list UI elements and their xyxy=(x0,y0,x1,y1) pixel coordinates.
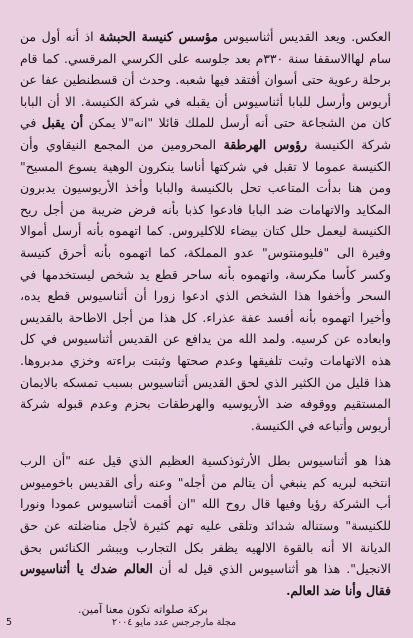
text-run: العكس. ويعد القديس أثناسيوس xyxy=(217,29,391,44)
magazine-source: مجلة مارجرجس عدد مايو ٢٠٠٤ xyxy=(112,617,237,628)
emphasized-text: رؤوس الهرطقة xyxy=(223,136,308,152)
emphasized-text: مؤسس كنيسة الحبشة xyxy=(99,29,218,44)
text-run: هذا هو أثناسيوس بطل الأرثوذكسية العظيم الذي قيل عنه "أن الرب انتخبه لبريه كم ينبغي أن يتالم من أجله" وعنه رأى القديس باخوميوس أب الشركة رؤيا وفيها قال روح الله "ان أقمت أثناسيوس عمودا ونورا للكنيسة" وستناله شدائد وتلقى عليه تهم كثيرة لأجل مناضلته عن حق الديانة الا أنه بالقوة الالهيه يظفر بكل التجارب ويبشر الكنائس بحق الانجيل". هذا هو أثناسيوس الذي قيل له أن xyxy=(20,453,391,577)
emphasized-text: العالم ضدك يا أثناسيوس فقال وأنا ضد العالم. xyxy=(20,561,391,598)
emphasized-text: أن يقبل xyxy=(41,115,84,131)
text-run: المحرومين من المجمع النيقاوي وأن الكنيسة عموما لا تقبل في شركتها أناسا ينكرون الوهية يسوع المسيح" ومن هنا بدأت المتاعب تحل بالكنيسة والبابا وأخذ الأريوسيون يدبرون المكايد والاتهامات ضد البابا فادعوا كذبا بأنه فرض ضريبة من أجل ريح الكنيسة ليعمل حلل كتان بيضاء للاكليروس. كما اتهموه بأنه أرسل أموالا وفيرة الى "فليومنتوس" عدو المملكة، كما اتهموه بأنه أحرق كنيسة وكسر كأسا مكرسة، واتهموه بأنه ساحر قطع يد شخص ليستخدمها في السحر وأخفوا هذا الشخص الذي ادعوا زورا أن أثناسيوس قطع يده، وأخيرا اتهموه بأنه أفسد عفة عذراء. كل هذا من أجل الاطاحة بالقديس وابعاده عن كرسيه. ولمد الله من يدافع عن القديس أثناسيوس في كل هذه الاتهامات وثبت تلفيقها وعدم صحتها وثبتت براءته وخزي مدبروها. هذا قليل من الكثير الذي لحق القديس أثناسيوس بسبب تمسكه بالايمان المستقيم ووقوفه ضد الأريوسيه والهرطقات بحزم وعدم قبوله شركة أريوس وأتباعه في الكنيسة. xyxy=(20,136,391,433)
article-body xyxy=(20,26,391,601)
text-run: في شركة الكنيسة xyxy=(20,115,392,152)
closing-blessing: بركة صلواته تكون معنا آمين. xyxy=(78,603,208,617)
text-run: اذ أنه أول من سام لهاالاسقفا سنة ٣٣٠م بعد جلوسه على الكرسي المرقسي. كما قام برحلة رعوية حتى أسوان أفتقد فيها شعبه. وحدث أن قسطنطين عفا عن أريوس وأرسل للبابا أثناسيوس أن يقبله في شركة الكنيسة. الا أن البابا كان من الشجاعة حتى أنه أرسل للملك قائلا "انه"لا يمكن xyxy=(20,29,391,131)
page-number: 5 xyxy=(6,617,13,628)
paragraph-2 xyxy=(20,450,391,601)
paragraph-1 xyxy=(20,26,391,436)
page-footer xyxy=(0,614,413,628)
